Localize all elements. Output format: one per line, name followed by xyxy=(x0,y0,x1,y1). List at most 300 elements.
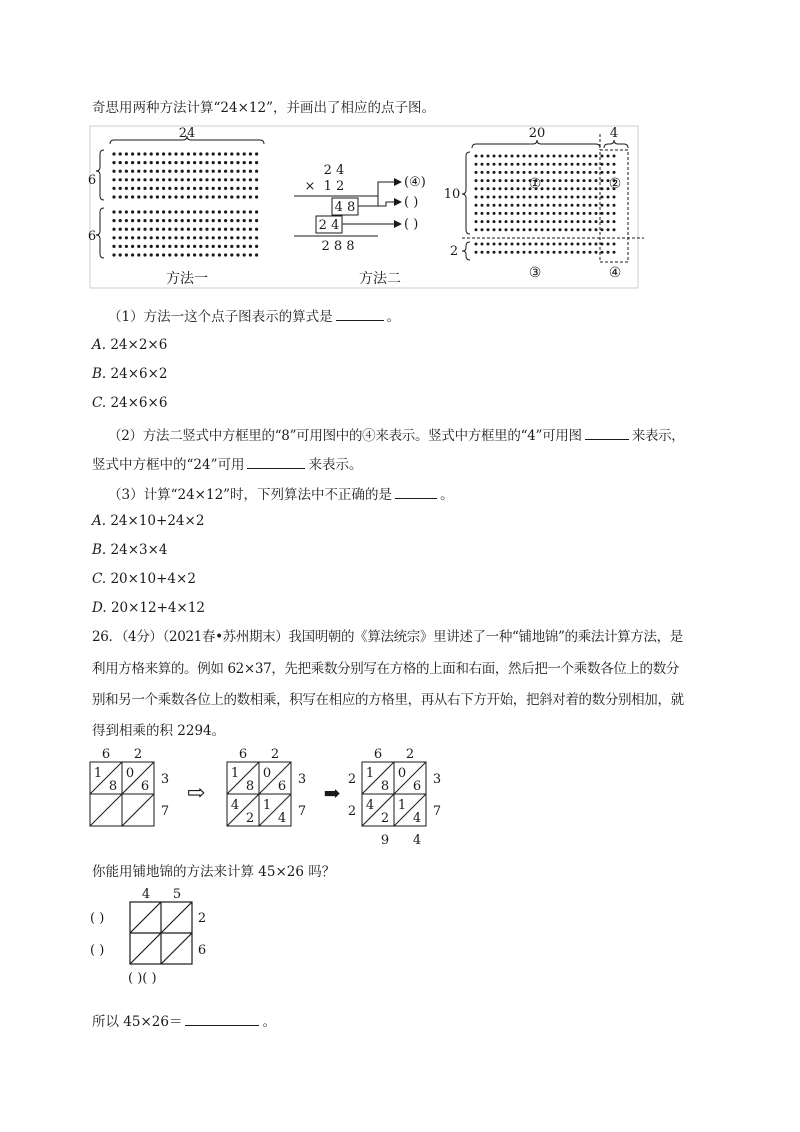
dot xyxy=(212,178,215,181)
dot xyxy=(523,163,526,166)
grid3-cell-4-tens: 1 xyxy=(397,798,407,813)
q2-answer-blank-1[interactable] xyxy=(585,424,629,440)
dot xyxy=(565,179,568,182)
dot xyxy=(499,228,502,231)
dot xyxy=(150,152,153,155)
dot xyxy=(243,210,246,213)
dot xyxy=(199,253,202,256)
dot xyxy=(199,187,202,190)
dot xyxy=(156,210,159,213)
m1-left-label-a: 6 xyxy=(88,173,97,188)
dot xyxy=(168,170,171,173)
dot xyxy=(156,161,159,164)
dot xyxy=(583,163,586,166)
exercise-left-blank-2[interactable]: ( ) xyxy=(90,943,105,958)
dot xyxy=(571,204,574,207)
grid3-cell-1-ones: 8 xyxy=(380,779,390,794)
q2-answer-blank-2[interactable] xyxy=(247,453,305,469)
dot xyxy=(137,187,140,190)
dot xyxy=(565,243,568,246)
dot xyxy=(589,228,592,231)
grid3-right-2: 7 xyxy=(432,804,442,819)
dot xyxy=(218,210,221,213)
dot xyxy=(535,204,538,207)
dot xyxy=(577,204,580,207)
exercise-right-1: 2 xyxy=(197,911,207,926)
dot xyxy=(125,195,128,198)
dot xyxy=(156,236,159,239)
grid3-left-2: 2 xyxy=(347,804,357,819)
dot xyxy=(224,228,227,231)
dot xyxy=(156,152,159,155)
dot xyxy=(156,245,159,248)
exercise-left-blank-1[interactable]: ( ) xyxy=(90,911,105,926)
q3-option-c[interactable] xyxy=(92,569,196,589)
dot xyxy=(174,195,177,198)
dot xyxy=(143,253,146,256)
dot xyxy=(168,210,171,213)
dot xyxy=(529,228,532,231)
dot xyxy=(571,163,574,166)
dot xyxy=(212,210,215,213)
dot xyxy=(571,243,574,246)
dot xyxy=(565,155,568,158)
dot xyxy=(517,228,520,231)
q1-option-c-letter: C. xyxy=(92,395,107,411)
grid3-left-1: 2 xyxy=(347,772,357,787)
dot xyxy=(607,155,610,158)
m2-box2-text: 2 4 xyxy=(318,218,340,233)
dot xyxy=(523,187,526,190)
q1-answer-blank[interactable] xyxy=(336,305,384,321)
dot xyxy=(535,163,538,166)
dot xyxy=(224,245,227,248)
dot xyxy=(112,228,115,231)
dot xyxy=(511,220,514,223)
dot xyxy=(487,179,490,182)
dot xyxy=(255,236,258,239)
dot xyxy=(181,195,184,198)
dot xyxy=(181,170,184,173)
exercise-bottom-blanks[interactable]: ( )( ) xyxy=(128,971,157,986)
m2-label-3: ( ) xyxy=(404,217,419,232)
dot xyxy=(571,171,574,174)
dot xyxy=(493,163,496,166)
dot xyxy=(541,228,544,231)
dot xyxy=(162,161,165,164)
dot xyxy=(150,195,153,198)
dot xyxy=(517,179,520,182)
dot xyxy=(553,179,556,182)
p26-answer-blank[interactable] xyxy=(185,1010,259,1026)
dot xyxy=(224,195,227,198)
dot xyxy=(511,212,514,215)
dot xyxy=(559,187,562,190)
dot xyxy=(487,251,490,254)
q3-option-d-letter: D. xyxy=(92,600,107,616)
dot xyxy=(181,187,184,190)
dot xyxy=(595,251,598,254)
dot xyxy=(547,187,550,190)
q1-prompt: （1）方法一这个点子图表示的算式是 xyxy=(108,309,333,325)
dot xyxy=(162,245,165,248)
dot xyxy=(218,178,221,181)
dot xyxy=(547,220,550,223)
dot xyxy=(559,220,562,223)
dot xyxy=(193,253,196,256)
q3-answer-blank[interactable] xyxy=(395,483,437,499)
dot xyxy=(613,163,616,166)
dot xyxy=(224,161,227,164)
grid3-cell-3-ones: 2 xyxy=(380,811,390,826)
dot xyxy=(119,170,122,173)
dot xyxy=(571,251,574,254)
dot xyxy=(535,220,538,223)
q2-text-b: 来表示， xyxy=(631,428,685,444)
dot xyxy=(613,228,616,231)
dot xyxy=(607,220,610,223)
dot xyxy=(236,228,239,231)
dot xyxy=(168,195,171,198)
m1-top-label: 24 xyxy=(178,126,196,141)
dot xyxy=(230,187,233,190)
dot xyxy=(224,152,227,155)
dot xyxy=(218,161,221,164)
dot xyxy=(230,236,233,239)
q1-option-a[interactable] xyxy=(92,335,167,355)
q1-line xyxy=(108,305,400,327)
dot xyxy=(236,170,239,173)
dot xyxy=(243,187,246,190)
dot xyxy=(475,155,478,158)
dot xyxy=(193,195,196,198)
dot xyxy=(137,178,140,181)
dot xyxy=(243,161,246,164)
dot xyxy=(475,179,478,182)
dot xyxy=(137,253,140,256)
dot xyxy=(553,171,556,174)
dot xyxy=(205,152,208,155)
dot xyxy=(187,187,190,190)
dot xyxy=(475,204,478,207)
dot xyxy=(601,163,604,166)
q3-option-c-text: 20×10+4×2 xyxy=(110,571,196,587)
dot xyxy=(162,210,165,213)
m2-times: × xyxy=(304,179,316,194)
dot xyxy=(505,196,508,199)
m3-top-label-b: 4 xyxy=(609,126,619,141)
dot xyxy=(499,212,502,215)
dot xyxy=(583,196,586,199)
dot xyxy=(583,187,586,190)
dot xyxy=(199,170,202,173)
dot xyxy=(143,187,146,190)
dot xyxy=(571,196,574,199)
dot xyxy=(523,220,526,223)
dot xyxy=(517,220,520,223)
dot xyxy=(481,179,484,182)
m3-top-brace-b xyxy=(604,140,628,148)
dot xyxy=(523,155,526,158)
dot xyxy=(571,212,574,215)
dot xyxy=(565,204,568,207)
dot xyxy=(125,161,128,164)
dot xyxy=(137,152,140,155)
dot xyxy=(243,219,246,222)
dot xyxy=(541,155,544,158)
dot xyxy=(205,228,208,231)
dot xyxy=(529,212,532,215)
dot xyxy=(131,152,134,155)
dot xyxy=(493,196,496,199)
dot xyxy=(249,161,252,164)
dot xyxy=(547,212,550,215)
dot xyxy=(487,163,490,166)
dot xyxy=(236,236,239,239)
dot xyxy=(505,212,508,215)
dot xyxy=(523,212,526,215)
dot xyxy=(255,228,258,231)
dot xyxy=(137,245,140,248)
dot xyxy=(156,228,159,231)
m3-left-label-a: 10 xyxy=(443,187,461,202)
dot xyxy=(529,204,532,207)
dot xyxy=(224,253,227,256)
dot xyxy=(205,170,208,173)
dot xyxy=(150,245,153,248)
dot xyxy=(481,228,484,231)
dot xyxy=(230,178,233,181)
dot xyxy=(137,170,140,173)
dot xyxy=(193,170,196,173)
dot xyxy=(205,187,208,190)
dot xyxy=(218,245,221,248)
dot xyxy=(243,245,246,248)
dot xyxy=(187,195,190,198)
q1-option-c[interactable] xyxy=(92,393,167,413)
dot xyxy=(119,210,122,213)
dot xyxy=(174,161,177,164)
dot xyxy=(143,210,146,213)
dot xyxy=(589,163,592,166)
lattice-example-figure xyxy=(86,744,456,852)
dot xyxy=(607,212,610,215)
dot xyxy=(577,179,580,182)
dot xyxy=(535,228,538,231)
dot xyxy=(547,251,550,254)
dot xyxy=(487,243,490,246)
dot xyxy=(529,171,532,174)
dot xyxy=(607,196,610,199)
dot xyxy=(559,163,562,166)
dot xyxy=(565,187,568,190)
dot xyxy=(249,152,252,155)
dot xyxy=(499,179,502,182)
dot xyxy=(168,178,171,181)
exercise-right-2: 6 xyxy=(197,943,207,958)
q3-option-d[interactable] xyxy=(92,598,205,618)
dot xyxy=(601,220,604,223)
m2-num2: 1 2 xyxy=(323,179,345,194)
dot xyxy=(224,170,227,173)
dot xyxy=(150,170,153,173)
dot xyxy=(119,195,122,198)
p26-line-3: 别和另一个乘数各位上的数相乘，积写在相应的方格里，再从右下方开始，把斜对着的数分别相加，就 xyxy=(92,692,684,708)
dot xyxy=(218,228,221,231)
dot xyxy=(174,187,177,190)
dot xyxy=(143,228,146,231)
dot xyxy=(553,204,556,207)
dot xyxy=(205,195,208,198)
dot xyxy=(249,219,252,222)
dot xyxy=(168,245,171,248)
q3-option-a-text: 24×10+24×2 xyxy=(110,513,205,529)
grid3-cell-1-tens: 1 xyxy=(365,766,375,781)
dot xyxy=(212,161,215,164)
m3-top-brace-a xyxy=(472,140,600,148)
dot xyxy=(112,187,115,190)
dot xyxy=(137,210,140,213)
grid1-right-2: 7 xyxy=(160,804,170,819)
dot xyxy=(162,219,165,222)
grid3-cell-2-ones: 6 xyxy=(412,779,422,794)
dot xyxy=(199,210,202,213)
dot xyxy=(589,243,592,246)
dot xyxy=(112,195,115,198)
p26-question: 你能用铺地锦的方法来计算 45×26 吗？ xyxy=(92,864,336,880)
dot xyxy=(541,204,544,207)
dot xyxy=(601,171,604,174)
dot xyxy=(162,178,165,181)
grid2-right-2: 7 xyxy=(297,804,307,819)
dot xyxy=(541,212,544,215)
dot xyxy=(565,163,568,166)
dot xyxy=(131,195,134,198)
dot xyxy=(595,228,598,231)
dot xyxy=(230,228,233,231)
dot xyxy=(547,204,550,207)
grid1-cell-1-tens: 1 xyxy=(93,766,103,781)
dot xyxy=(174,245,177,248)
dot xyxy=(589,187,592,190)
dot xyxy=(131,245,134,248)
dot xyxy=(199,152,202,155)
dot xyxy=(499,187,502,190)
dot xyxy=(162,187,165,190)
dot xyxy=(143,195,146,198)
dot xyxy=(187,245,190,248)
q3-option-a[interactable] xyxy=(92,511,204,531)
dot xyxy=(595,187,598,190)
dot xyxy=(112,253,115,256)
dot xyxy=(119,178,122,181)
dot xyxy=(112,219,115,222)
dot xyxy=(481,204,484,207)
m2-box1-text: 4 8 xyxy=(334,200,356,215)
q1-option-b[interactable] xyxy=(92,364,168,384)
dot xyxy=(589,196,592,199)
q1-option-b-letter: B. xyxy=(92,366,107,382)
dot xyxy=(243,152,246,155)
dot xyxy=(236,245,239,248)
dot xyxy=(218,253,221,256)
dot xyxy=(595,196,598,199)
dot xyxy=(517,171,520,174)
dot xyxy=(499,220,502,223)
dot xyxy=(193,236,196,239)
dot xyxy=(131,253,134,256)
dot xyxy=(511,171,514,174)
m2-num1: 2 4 xyxy=(323,163,345,178)
dot xyxy=(487,196,490,199)
m2-arrowhead-2 xyxy=(394,198,402,206)
m2-connector-2 xyxy=(358,202,394,206)
dot xyxy=(131,187,134,190)
dot xyxy=(601,155,604,158)
q3-option-b[interactable] xyxy=(92,540,168,560)
dot xyxy=(541,243,544,246)
dot xyxy=(119,245,122,248)
dot xyxy=(112,170,115,173)
dot xyxy=(613,155,616,158)
dot xyxy=(553,187,556,190)
dot xyxy=(583,243,586,246)
grid2-cell-2-tens: 0 xyxy=(262,766,272,781)
dot xyxy=(517,155,520,158)
dot xyxy=(125,245,128,248)
dot xyxy=(577,187,580,190)
dot xyxy=(583,179,586,182)
dot xyxy=(613,212,616,215)
dot xyxy=(243,253,246,256)
solid-arrow-icon: ➡ xyxy=(323,781,341,805)
dot xyxy=(607,228,610,231)
dot xyxy=(236,187,239,190)
dot xyxy=(601,212,604,215)
m1-dot-grid xyxy=(112,152,258,256)
dot xyxy=(583,171,586,174)
dot xyxy=(481,196,484,199)
dot xyxy=(523,196,526,199)
dot xyxy=(156,195,159,198)
dot xyxy=(613,220,616,223)
dot xyxy=(511,251,514,254)
dot xyxy=(487,228,490,231)
dot xyxy=(541,251,544,254)
dot xyxy=(595,243,598,246)
dot xyxy=(553,196,556,199)
dot xyxy=(174,152,177,155)
dot xyxy=(607,171,610,174)
dot xyxy=(607,163,610,166)
dot xyxy=(199,228,202,231)
dot xyxy=(255,253,258,256)
dot xyxy=(187,253,190,256)
dot xyxy=(137,195,140,198)
dot xyxy=(243,178,246,181)
grid1-cell-2-ones: 6 xyxy=(140,779,150,794)
dot xyxy=(125,228,128,231)
dot xyxy=(162,236,165,239)
dot xyxy=(541,220,544,223)
dot xyxy=(156,187,159,190)
dot xyxy=(181,178,184,181)
dot xyxy=(475,243,478,246)
dot xyxy=(218,195,221,198)
m1-caption: 方法一 xyxy=(166,271,208,287)
dot xyxy=(499,196,502,199)
dot xyxy=(137,219,140,222)
